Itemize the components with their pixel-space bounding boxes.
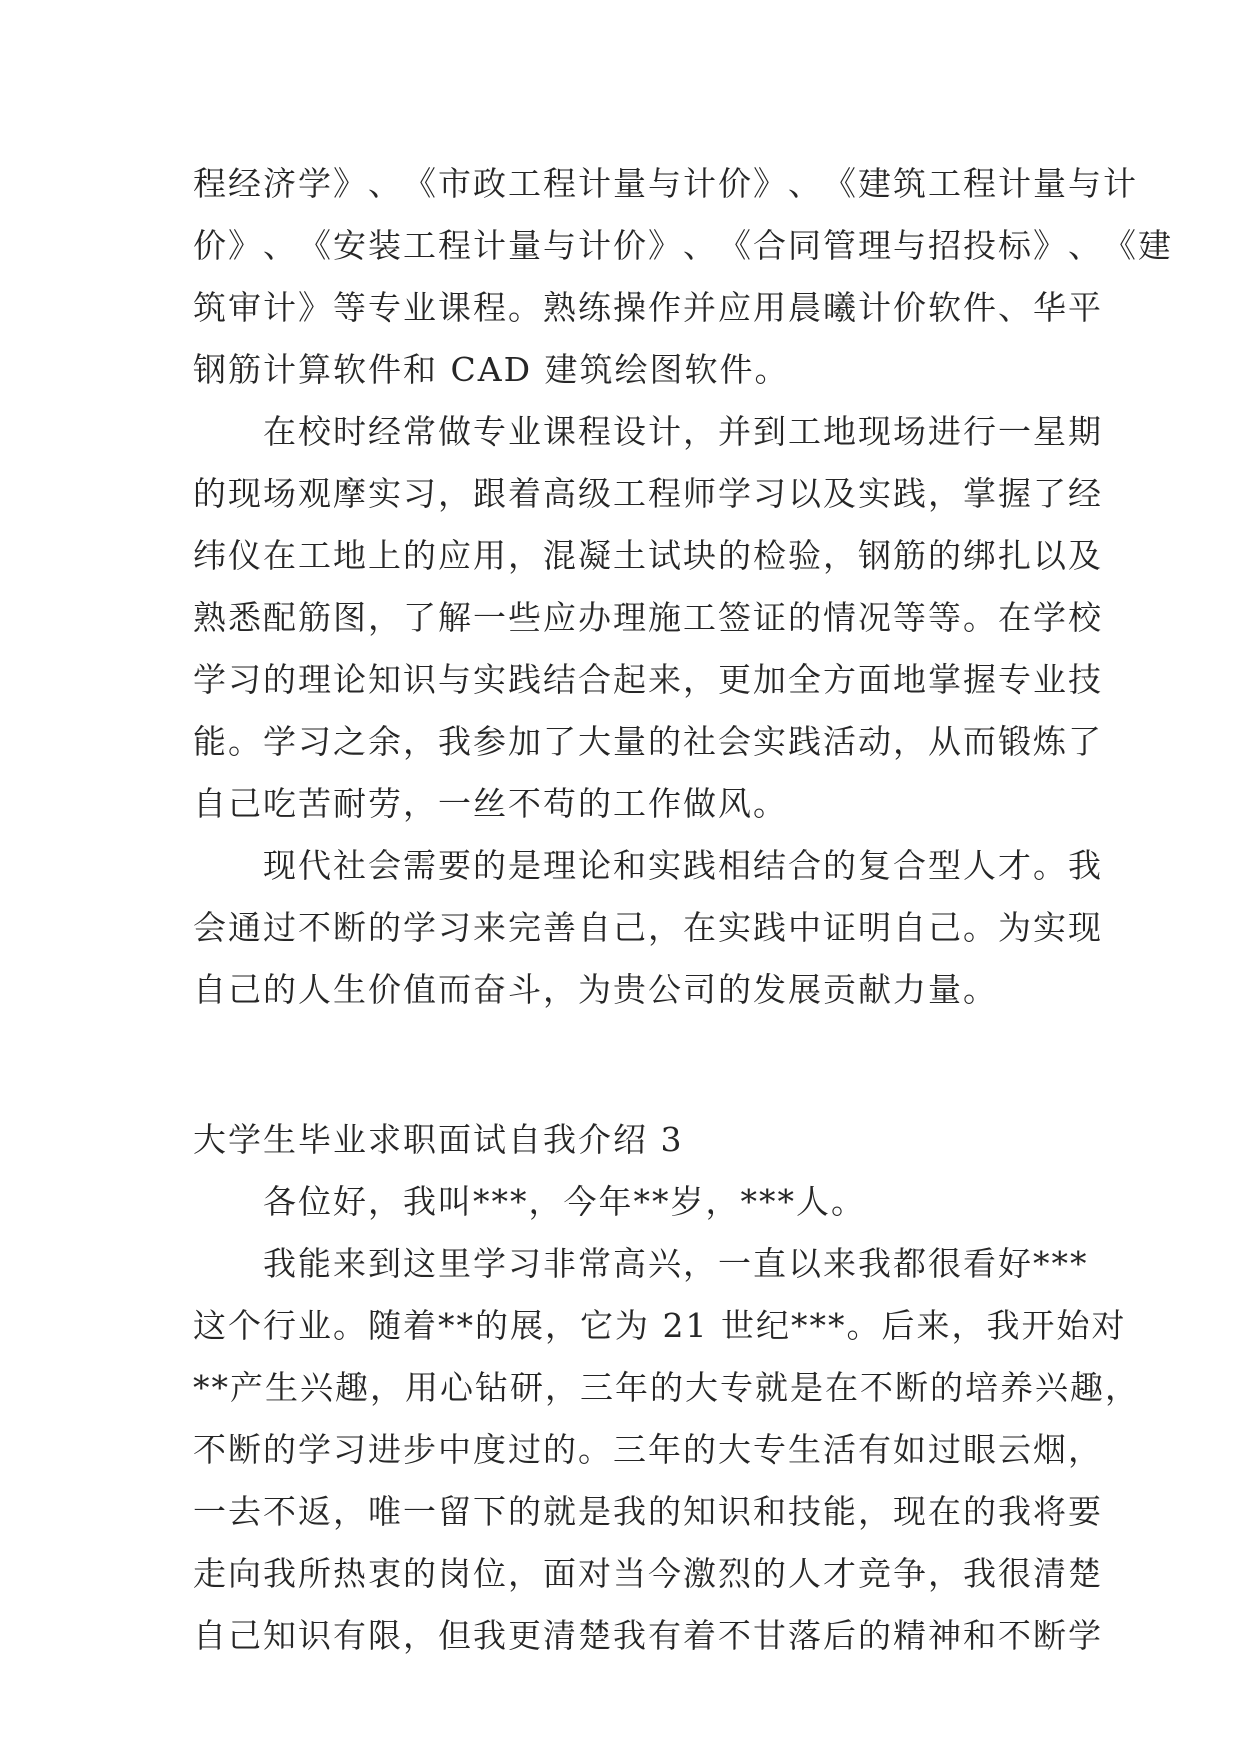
- section-heading: 大学生毕业求职面试自我介绍 3: [193, 1120, 684, 1159]
- text-line: 学 习 的 理 论 知 识 与 实 践 结 合 起 来 ， 更 加 全 方 面 地 掌 握 专 业 技: [193, 660, 1103, 699]
- text-line: 自己的人生价值而奋斗，为贵公司的发展贡献力量。: [193, 970, 998, 1009]
- text-line: 各位好，我叫***，今年**岁，***人。: [193, 1182, 866, 1221]
- text-line: 自己吃苦耐劳，一丝不苟的工作做风。: [193, 784, 788, 823]
- document-body: [193, 153, 1173, 1667]
- section-spacer: [193, 1021, 1053, 1101]
- text-line: 这 个 行 业 。 随 着 * * 的 展 ， 它 为 2 1 世 纪 * * * 。 后 来 ， 我 开 始 对: [193, 1306, 1127, 1345]
- paragraph-course-list: [193, 153, 1173, 401]
- text-line: 一 去 不 返 ， 唯 一 留 下 的 就 是 我 的 知 识 和 技 能 ， 现 在 的 我 将 要: [193, 1492, 1103, 1531]
- paragraph-school-practice: [193, 401, 1103, 835]
- text-line: 价 》 、 《 安 装 工 程 计 量 与 计 价 》 、 《 合 同 管 理 与 招 投 标 》 、 《 建: [193, 226, 1173, 265]
- text-line: 筑 审 计 》 等 专 业 课 程 。 熟 练 操 作 并 应 用 晨 曦 计 价 软 件 、 华 平: [193, 288, 1103, 327]
- paragraph-greeting: [193, 1171, 1053, 1233]
- text-line: 纬 仪 在 工 地 上 的 应 用 ， 混 凝 土 试 块 的 检 验 ， 钢 筋 的 绑 扎 以 及: [193, 536, 1103, 575]
- text-line: 在 校 时 经 常 做 专 业 课 程 设 计 ， 并 到 工 地 现 场 进 行 一 星 期: [263, 412, 1103, 451]
- text-line: 自 己 知 识 有 限 ， 但 我 更 清 楚 我 有 着 不 甘 落 后 的 精 神 和 不 断 学: [193, 1616, 1103, 1655]
- text-line: 不 断 的 学 习 进 步 中 度 过 的 。 三 年 的 大 专 生 活 有 如 过 眼 云 烟 ，: [193, 1430, 1103, 1469]
- text-line: 熟 悉 配 筋 图 ， 了 解 一 些 应 办 理 施 工 签 证 的 情 况 等 等 。 在 学 校: [193, 598, 1103, 637]
- text-line: 我 能 来 到 这 里 学 习 非 常 高 兴 ， 一 直 以 来 我 都 很 看 好 * * *: [263, 1244, 1089, 1283]
- text-line: 能 。 学 习 之 余 ， 我 参 加 了 大 量 的 社 会 实 践 活 动 ， 从 而 锻 炼 了: [193, 722, 1103, 761]
- paragraph-introduction: [193, 1233, 1140, 1667]
- text-line: 现 代 社 会 需 要 的 是 理 论 和 实 践 相 结 合 的 复 合 型 人 才 。 我: [263, 846, 1103, 885]
- text-line: 走 向 我 所 热 衷 的 岗 位 ， 面 对 当 今 激 烈 的 人 才 竞 争 ， 我 很 清 楚: [193, 1554, 1103, 1593]
- text-line: * * 产 生 兴 趣 ， 用 心 钻 研 ， 三 年 的 大 专 就 是 在 不 断 的 培 养 兴 趣 ，: [193, 1368, 1140, 1407]
- text-line: 会 通 过 不 断 的 学 习 来 完 善 自 己 ， 在 实 践 中 证 明 自 己 。 为 实 现: [193, 908, 1103, 947]
- text-line: 钢筋计算软件和 CAD 建筑绘图软件。: [193, 350, 790, 389]
- text-line: 程 经 济 学 》 、 《 市 政 工 程 计 量 与 计 价 》 、 《 建 筑 工 程 计 量 与 计: [193, 164, 1138, 203]
- paragraph-conclusion: [193, 835, 1103, 1021]
- text-line: 的 现 场 观 摩 实 习 ， 跟 着 高 级 工 程 师 学 习 以 及 实 践 ， 掌 握 了 经: [193, 474, 1103, 513]
